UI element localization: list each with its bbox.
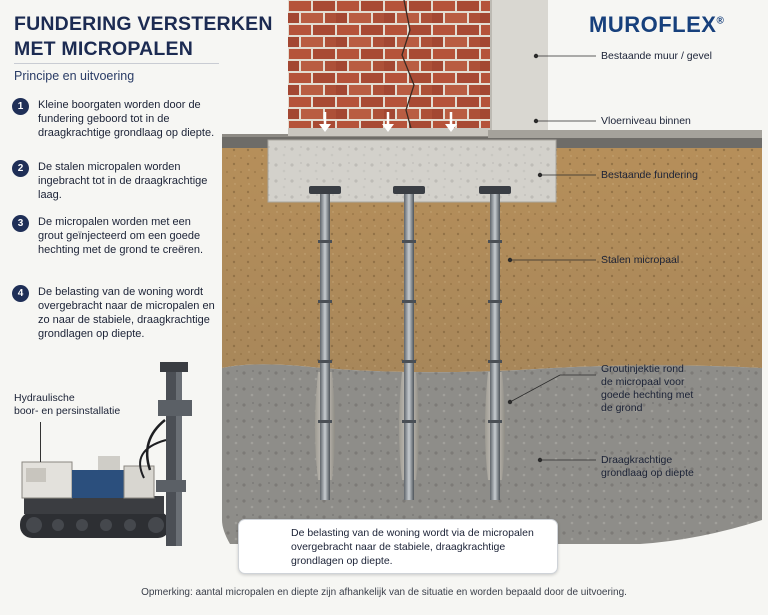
- lightbulb-icon: [251, 531, 281, 561]
- existing-wall: [288, 0, 548, 136]
- step-text: De belasting van de woning wordt overgebracht naar de micropalen en zo naar de stabiele, draagkrachtige grondlagen op diepte.: [38, 286, 215, 340]
- title-line-2: MET MICROPALEN: [14, 38, 194, 60]
- drilling-rig-illustration: [20, 362, 192, 546]
- callout-grout: [601, 363, 693, 415]
- callout-grout-line: goede hechting met: [601, 389, 694, 401]
- step-item: [12, 215, 217, 285]
- step-number-badge: 2: [12, 160, 29, 177]
- rig-leader-line: [40, 422, 41, 462]
- step-text: Kleine boorgaten worden door de fundering geboord tot in de draagkrachtige grondlaag op diepte.: [38, 99, 215, 139]
- info-text: De belasting van de woning wordt via de micropalen overgebracht naar de stabiele, draagkrachtige grondlagen op diepte.: [291, 527, 534, 567]
- step-number-badge: 1: [12, 98, 29, 115]
- callout-grout-line: Groutinjektie rond: [601, 363, 684, 375]
- step-text: De micropalen worden met een grout geïnjecteerd om een goede hechting met de grond te creëren.: [38, 216, 204, 256]
- rig-label: [14, 392, 120, 418]
- step-item: [12, 98, 217, 160]
- title-divider: [14, 63, 219, 64]
- interior-floor: [488, 130, 762, 138]
- callout-grout-line: de micropaal voor: [601, 376, 685, 388]
- step-number-badge: 4: [12, 285, 29, 302]
- callout-wall: Bestaande muur / gevel: [601, 50, 712, 62]
- step-number-badge: 3: [12, 215, 29, 232]
- brand-logo: [589, 12, 724, 38]
- callout-layer-line: grondlaag op diepte: [601, 467, 694, 479]
- step-item: [12, 285, 217, 341]
- callout-foundation: Bestaande fundering: [601, 169, 698, 181]
- footnote: Opmerking: aantal micropalen en diepte zijn afhankelijk van de situatie en worden bepaald door de uitvoering.: [141, 587, 627, 598]
- step-text: De stalen micropalen worden ingebracht tot in de draagkrachtige laag.: [38, 161, 208, 201]
- callout-layer-line: Draagkrachtige: [601, 454, 673, 466]
- callout-floor: Vloerniveau binnen: [601, 115, 691, 127]
- logo-trademark: ®: [716, 15, 725, 27]
- logo-text: MUROFLEX: [589, 12, 717, 37]
- step-item: [12, 160, 217, 215]
- title-line-1: FUNDERING VERSTERKEN: [14, 13, 273, 35]
- rig-label-line-1: Hydraulische: [14, 392, 75, 404]
- callout-bearing-layer: [601, 454, 694, 480]
- page-title: [14, 12, 273, 62]
- info-box: [238, 519, 558, 574]
- page-subtitle: Principe en uitvoering: [14, 69, 135, 83]
- callout-pile: Stalen micropaal: [601, 254, 680, 266]
- callout-grout-line: de grond: [601, 402, 643, 414]
- steps-list: [12, 98, 217, 341]
- rig-label-line-2: boor- en persinstallatie: [14, 405, 121, 417]
